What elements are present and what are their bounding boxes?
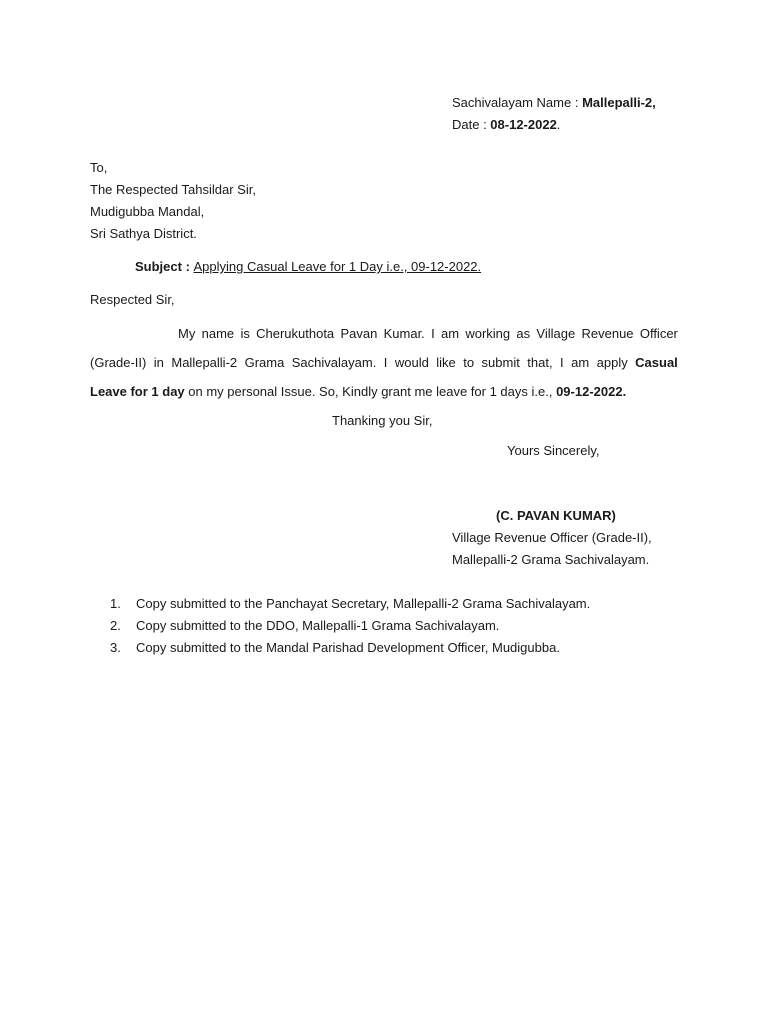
recipient-line-3: Sri Sathya District. (90, 226, 197, 241)
copy-number: 3. (110, 640, 121, 655)
list-item (110, 640, 590, 662)
body-word: Grama (244, 355, 285, 370)
body-word: in (153, 355, 164, 370)
body-word: (Grade-II) (90, 355, 147, 370)
sachivalayam-label: Sachivalayam Name : (452, 95, 583, 110)
body-word: Sachivalayam. (291, 355, 377, 370)
body-word: Pavan (340, 326, 378, 341)
body-word-bold: Casual (635, 355, 678, 370)
copy-text: Copy submitted to the DDO, Mallepalli-1 Grama Sachivalayam. (136, 618, 500, 633)
signatory-office: Mallepalli-2 Grama Sachivalayam. (452, 552, 650, 567)
recipient-block (90, 160, 256, 248)
body-word: apply (596, 355, 628, 370)
subject-text: Applying Casual Leave for 1 Day i.e., 09-12-2022. (193, 259, 482, 274)
copy-list (110, 596, 590, 662)
signatory-designation: Village Revenue Officer (Grade-II), (452, 530, 652, 545)
body-leave-bold: Leave for 1 day (90, 384, 185, 399)
sachivalayam-value: Mallepalli-2, (582, 95, 656, 110)
body-word: submit (481, 355, 520, 370)
date-line (452, 117, 656, 139)
body-word: working (465, 326, 511, 341)
recipient-to: To, (90, 160, 108, 175)
body-row-3 (90, 384, 678, 413)
body-word: am (440, 326, 460, 341)
subject-line (135, 259, 481, 275)
date-value: 08-12-2022 (490, 117, 557, 132)
yours-sincerely: Yours Sincerely, (507, 443, 600, 458)
body-row-1 (90, 326, 678, 355)
body-word: that, (527, 355, 553, 370)
body-word: Officer (639, 326, 678, 341)
body-paragraph (90, 326, 678, 413)
header-block (452, 95, 656, 139)
subject-label: Subject : (135, 259, 194, 274)
sachivalayam-line (452, 95, 656, 117)
recipient-line-1: The Respected Tahsildar Sir, (90, 182, 256, 197)
body-word: Village (536, 326, 576, 341)
copy-text: Copy submitted to the Panchayat Secretary, Mallepalli-2 Grama Sachivalayam. (136, 596, 591, 611)
recipient-line-2: Mudigubba Mandal, (90, 204, 205, 219)
body-word: My (178, 326, 196, 341)
copy-number: 2. (110, 618, 121, 633)
copy-number: 1. (110, 596, 121, 611)
list-item (110, 618, 590, 640)
body-word: like (436, 355, 456, 370)
body-row-3-text: on my personal Issue. So, Kindly grant me leave for 1 days i.e., (184, 384, 557, 399)
body-word: as (516, 326, 531, 341)
body-word: to (463, 355, 475, 370)
body-word: Cherukuthota (256, 326, 335, 341)
signatory-name: (C. PAVAN KUMAR) (496, 508, 616, 523)
body-word: is (240, 326, 250, 341)
body-row-2 (90, 355, 678, 384)
signature-block (452, 508, 652, 574)
salutation: Respected Sir, (90, 292, 175, 307)
date-suffix: . (556, 117, 561, 132)
body-leave-date: 09-12-2022. (556, 384, 627, 399)
body-word: I (383, 355, 388, 370)
list-item (110, 596, 590, 618)
thanking-line: Thanking you Sir, (332, 413, 433, 428)
body-word: Kumar. (383, 326, 425, 341)
copy-text: Copy submitted to the Mandal Parishad Development Officer, Mudigubba. (136, 640, 560, 655)
body-word: would (394, 355, 429, 370)
body-word: I (560, 355, 564, 370)
date-label: Date : (452, 117, 491, 132)
body-word: Revenue (581, 326, 634, 341)
body-word: Mallepalli-2 (171, 355, 238, 370)
body-word: I (431, 326, 435, 341)
body-word: name (201, 326, 235, 341)
body-word: am (571, 355, 590, 370)
